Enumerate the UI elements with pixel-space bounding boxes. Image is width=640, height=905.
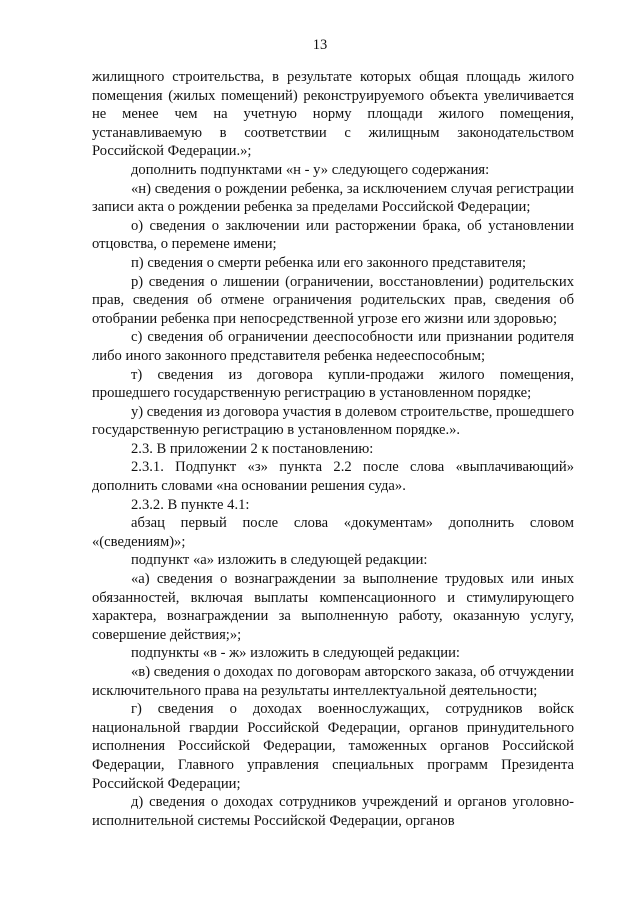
paragraph-subpoint-v: «в) сведения о доходах по договорам авторского заказа, об отчуждении исключительного права на результаты интеллектуальной деятельности;: [92, 664, 574, 699]
page-number: 13: [312, 37, 328, 53]
paragraph-subpoint-p: п) сведения о смерти ребенка или его законного представителя;: [131, 254, 527, 271]
paragraph-subpoint-t: т) сведения из договора купли-продажи жилого помещения, прошедшего государственную регистрацию в установленном порядке;: [92, 366, 574, 402]
paragraph-subpoint-n: «н) сведения о рождении ребенка, за исключением случая регистрации записи акта о рождении ребенка за пределами Российской Федерации;: [92, 180, 574, 216]
paragraph-continuation: жилищного строительства, в результате которых общая площадь жилого помещения (жилых помещений) реконструируемого объекта увеличивается не менее чем на учетную норму площади жилого помещения, устанавливаемую в соответствии с жилищным законодательством Российской Федерации.»;: [92, 69, 574, 160]
paragraph-subpoint-s: с) сведения об ограничении дееспособности или признании родителя либо иного законного представителя ребенка недееспособным;: [92, 329, 574, 364]
paragraph-subpoint-r: р) сведения о лишении (ограничении, восстановлении) родительских прав, сведения об отмене ограничения родительских прав, сведения об отобрании ребенка при непосредственной угрозе его жизни или здоровью;: [92, 273, 574, 327]
paragraph-subpoint-o: о) сведения о заключении или расторжении брака, об установлении отцовства, о перемене имени;: [92, 217, 574, 253]
paragraph-subpoint-a-heading: подпункт «а» изложить в следующей редакции:: [131, 552, 428, 569]
paragraph-subpoints-v-zh-heading: подпункты «в - ж» изложить в следующей редакции:: [131, 645, 460, 662]
paragraph-section-2-3-2: 2.3.2. В пункте 4.1:: [131, 496, 250, 513]
paragraph-add-subpoints: дополнить подпунктами «н - у» следующего содержания:: [131, 161, 490, 178]
paragraph-subpoint-g: г) сведения о доходах военнослужащих, сотрудников войск национальной гвардии Российской Федерации, органов принудительного исполнения Российской Федерации, таможенных органов Российской Федерации, Главного управления специальных программ Президента Российской Федерации;: [92, 701, 574, 792]
document-body: [92, 68, 574, 830]
paragraph-section-2-3-1: 2.3.1. Подпункт «з» пункта 2.2 после слова «выплачивающий» дополнить словами «на основании решения суда».: [92, 459, 574, 495]
paragraph-first-abzac: абзац первый после слова «документам» дополнить словом «(сведениям)»;: [92, 515, 574, 550]
paragraph-subpoint-a: «а) сведения о вознаграждении за выполнение трудовых или иных обязанностей, включая выплаты компенсационного и стимулирующего характера, вознаграждении за выполненную работу, оказанную услугу, совершение действия;»;: [92, 571, 574, 643]
paragraph-section-2-3: 2.3. В приложении 2 к постановлению:: [131, 440, 374, 457]
paragraph-subpoint-u: у) сведения из договора участия в долевом строительстве, прошедшего государственную регистрацию в установленном порядке.».: [92, 403, 574, 439]
paragraph-subpoint-d: д) сведения о доходах сотрудников учреждений и органов уголовно-исполнительной системы Российской Федерации, органов: [92, 794, 574, 829]
